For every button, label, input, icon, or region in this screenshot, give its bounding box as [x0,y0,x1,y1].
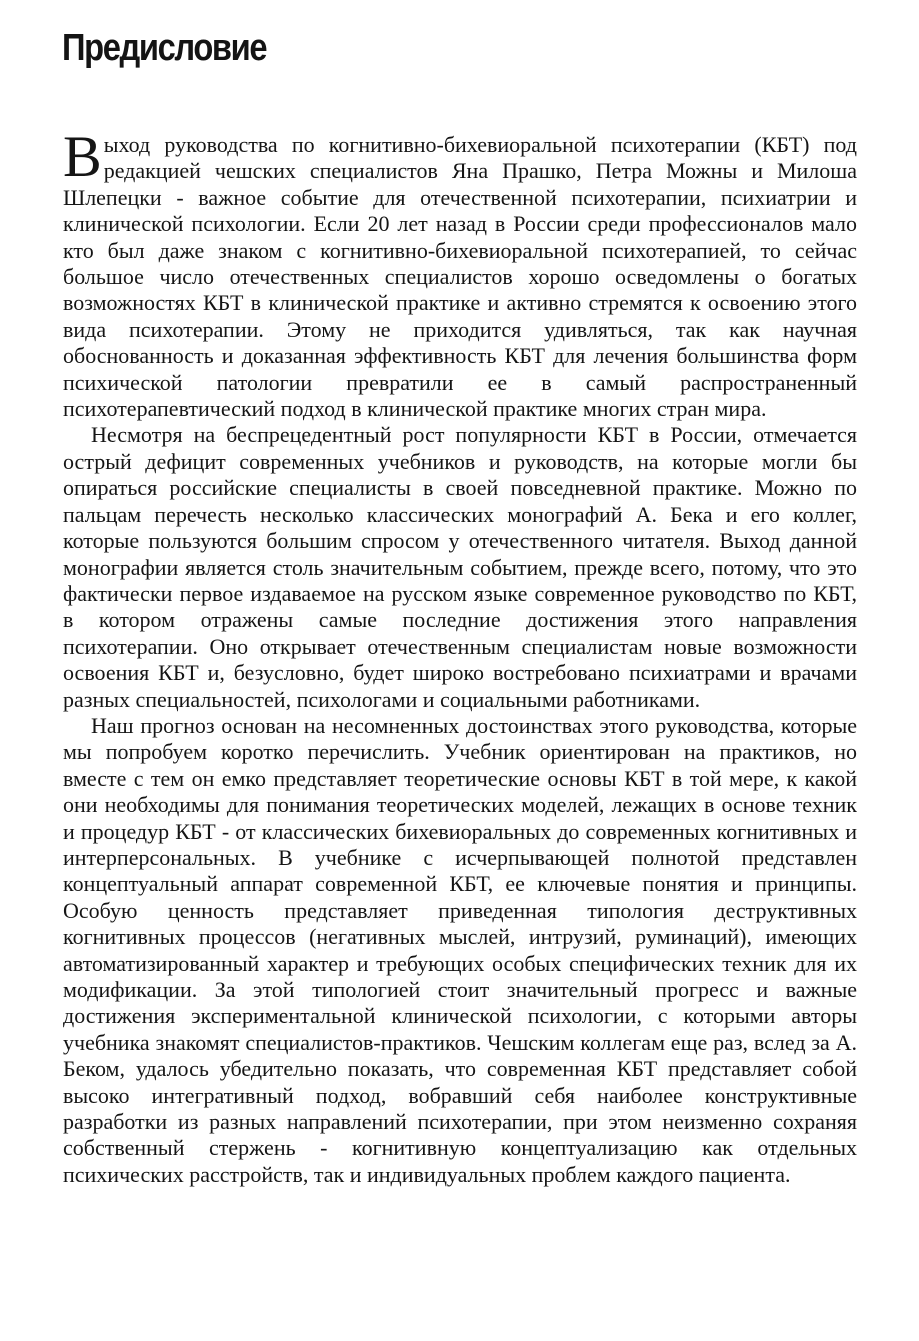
paragraph-1 [63,124,857,422]
paragraph-2: Несмотря на беспрецедентный рост популярности КБТ в России, отмечается острый дефицит современных учебников и руководств, на которые могли бы опираться российские специалисты в своей повседневной практике. Можно по пальцам перечесть несколько классических монографий А. Бека и его коллег, которые пользуются большим спросом у отечественного читателя. Выход данной монографии является столь значительным событием, прежде всего, потому, что это фактически первое издаваемое на русском языке современное руководство по КБТ, в котором отражены самые последние достижения этого направления психотерапии. Оно открывает отечественным специалистам новые возможности освоения КБТ и, безусловно, будет широко востребовано психиатрами и врачами разных специальностей, психологами и социальными работниками. [63,422,857,712]
preface-body [63,124,857,1188]
drop-cap: В [63,124,102,189]
paragraph-1-text: ыход руководства по когнитивно-бихевиоральной психотерапии (КБТ) под редакцией чешских специалистов Яна Прашко, Петра Можны и Милоша Шлепецки - важное событие для отечественной психотерапии, психиатрии и клинической психологии. Если 20 лет назад в России среди профессионалов мало кто был даже знаком с когнитивно-бихевиоральной психотерапией, то сейчас большое число отечественных специалистов хорошо осведомлены о богатых возможностях КБТ в клинической практике и активно стремятся к освоению этого вида психотерапии. Этому не приходится удивляться, так как научная обоснованность и доказанная эффективность КБТ для лечения большинства форм психической патологии превратили ее в самый распространенный психотерапевтический подход в клинической практике многих стран мира. [63,132,857,422]
page-title: Предисловие [62,27,267,69]
paragraph-3: Наш прогноз основан на несомненных достоинствах этого руководства, которые мы попробуем коротко перечислить. Учебник ориентирован на практиков, но вместе с тем он емко представляет теоретические основы КБТ в той мере, к какой они необходимы для понимания теоретических моделей, лежащих в основе техник и процедур КБТ - от классических бихевиоральных до современных когнитивных и интерперсональных. В учебнике с исчерпывающей полнотой представлен концептуальный аппарат современной КБТ, ее ключевые понятия и принципы. Особую ценность представляет приведенная типология деструктивных когнитивных процессов (негативных мыслей, интрузий, руминаций), имеющих автоматизированный характер и требующих особых специфических техник для их модификации. За этой типологией стоит значительный прогресс и важные достижения экспериментальной клинической психологии, с которыми авторы учебника знакомят специалистов-практиков. Чешским коллегам еще раз, вслед за А. Беком, удалось убедительно показать, что современная КБТ представляет собой высоко интегративный подход, вобравший себя наиболее конструктивные разработки из разных направлений психотерапии, при этом неизменно сохраняя собственный стержень - когнитивную концептуализацию как отдельных психических расстройств, так и индивидуальных проблем каждого пациента. [63,712,857,1187]
